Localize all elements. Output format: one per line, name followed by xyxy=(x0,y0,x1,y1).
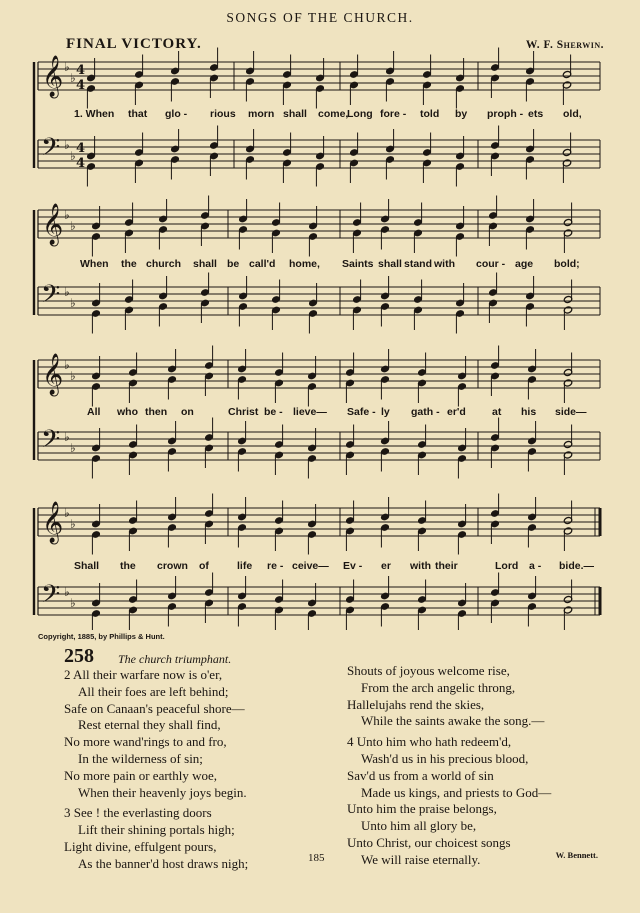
lyric-syllable: bold; xyxy=(554,258,580,270)
copyright-notice: Copyright, 1885, by Phillips & Hunt. xyxy=(38,632,165,641)
hymn-number: 258 xyxy=(64,645,94,667)
lyric-syllable: When xyxy=(80,258,109,270)
lyric-syllable: shall xyxy=(193,258,217,270)
lyric-syllable: er'd xyxy=(447,406,466,418)
verse-line: Lift their shining portals high; xyxy=(78,822,235,838)
bass-clef-icon: 𝄢 xyxy=(41,425,61,460)
verse-line: Rest eternal they shall find, xyxy=(78,717,221,733)
verse-line: Wash'd us in his precious blood, xyxy=(361,750,529,766)
page-header: SONGS OF THE CHURCH. xyxy=(226,10,414,25)
lyric-syllable: Christ xyxy=(228,406,259,418)
verse-line: Unto him the praise belongs, xyxy=(347,801,497,817)
verse-line: From the arch angelic throng, xyxy=(361,679,516,695)
composer-credit: W. F. Sherwin. xyxy=(525,39,604,51)
key-signature-icon: ♭ xyxy=(64,208,70,222)
lyric-syllable: gath - xyxy=(411,406,440,418)
lyric-syllable: All xyxy=(87,406,101,418)
key-signature-icon: ♭ xyxy=(64,506,70,520)
key-signature-icon: ♭ xyxy=(70,149,76,163)
lyric-syllable: church xyxy=(146,258,182,270)
lyric-syllable: morn xyxy=(248,108,275,120)
lyric-syllable: that xyxy=(128,108,148,120)
lyric-syllable: then xyxy=(145,406,168,418)
lyric-syllable: on xyxy=(181,406,194,418)
bass-clef-icon: 𝄢 xyxy=(41,133,61,168)
verse-line: All their foes are left behind; xyxy=(78,683,229,699)
verse-line: 4 Unto him who hath redeem'd, xyxy=(347,734,512,750)
time-signature-icon: 4 xyxy=(76,141,86,156)
lyric-syllable: life xyxy=(237,560,253,572)
time-signature-icon: 4 xyxy=(76,156,86,171)
key-signature-icon: ♭ xyxy=(70,369,76,383)
verse-line: Shouts of joyous welcome rise, xyxy=(347,663,510,678)
key-signature-icon: ♭ xyxy=(64,138,70,152)
verse-line: Unto him all glory be, xyxy=(361,818,477,834)
lyric-syllable: the xyxy=(120,560,136,572)
lyric-syllable: the xyxy=(121,258,137,270)
lyric-syllable: by xyxy=(455,108,468,120)
lyric-syllable: age xyxy=(515,258,534,270)
key-signature-icon: ♭ xyxy=(70,441,76,455)
verse-line: When their heavenly joys begin. xyxy=(78,784,247,800)
key-signature-icon: ♭ xyxy=(70,517,76,531)
treble-clef-icon: 𝄞 xyxy=(42,502,64,543)
lyric-syllable: ceive— xyxy=(292,560,329,572)
lyric-syllable: glo - xyxy=(165,108,188,120)
lyric-syllable: ly xyxy=(381,406,390,418)
hymn-title: FINAL VICTORY. xyxy=(66,36,202,52)
key-signature-icon: ♭ xyxy=(64,585,70,599)
key-signature-icon: ♭ xyxy=(70,296,76,310)
lyric-syllable: lieve— xyxy=(293,406,327,418)
verse-line: While the saints awake the song.— xyxy=(361,713,545,729)
verse-line: 2 All their warfare now is o'er, xyxy=(64,667,223,682)
lyric-syllable: Long xyxy=(347,108,373,120)
key-signature-icon: ♭ xyxy=(70,596,76,610)
lyric-syllable: a - xyxy=(529,560,542,572)
key-signature-icon: ♭ xyxy=(64,430,70,444)
lyric-syllable: re - xyxy=(267,560,284,572)
lyric-syllable: shall xyxy=(378,258,402,270)
lyric-syllable: who xyxy=(117,406,138,418)
verse-line: 3 See ! the everlasting doors xyxy=(64,805,212,821)
verse-line: Made us kings, and priests to God— xyxy=(361,784,552,800)
lyric-syllable: ets xyxy=(528,108,544,120)
lyric-syllable: Ev - xyxy=(343,560,363,572)
lyric-syllable: come, xyxy=(318,108,349,120)
lyric-syllable: side— xyxy=(555,406,587,418)
verse-column-left xyxy=(64,667,248,873)
lyric-syllable: their xyxy=(435,560,458,572)
hymn-subtitle: The church triumphant. xyxy=(118,652,232,666)
key-signature-icon: ♭ xyxy=(70,219,76,233)
verse-column-right xyxy=(347,663,551,869)
lyric-syllable: rious xyxy=(210,108,236,120)
lyric-syllable: home, xyxy=(289,258,320,270)
verse-line: We will raise eternally. xyxy=(361,851,481,867)
lyric-syllable: proph - xyxy=(487,108,524,120)
key-signature-icon: ♭ xyxy=(64,60,70,74)
key-signature-icon: ♭ xyxy=(64,358,70,372)
bass-clef-icon: 𝄢 xyxy=(41,280,61,315)
page-number: 185 xyxy=(308,852,325,864)
lyric-syllable: cour - xyxy=(476,258,506,270)
lyric-syllable: be - xyxy=(264,406,283,418)
verse-line: No more wand'rings to and fro, xyxy=(64,734,227,750)
lyric-syllable: of xyxy=(199,560,209,572)
time-signature-icon: 4 xyxy=(76,63,86,78)
lyric-syllable: with xyxy=(434,258,455,270)
verse-line: In the wilderness of sin; xyxy=(78,750,203,766)
treble-clef-icon: 𝄞 xyxy=(42,204,64,245)
lyric-syllable: call'd xyxy=(249,258,276,270)
lyric-syllable: be xyxy=(227,258,240,270)
verse-line: No more pain or earthly woe, xyxy=(64,767,218,783)
treble-clef-icon: 𝄞 xyxy=(42,354,64,395)
verse-line: Unto Christ, our choicest songs xyxy=(347,834,511,850)
lyric-syllable: fore - xyxy=(380,108,407,120)
verse-line: Safe on Canaan's peaceful shore— xyxy=(64,700,245,716)
bass-clef-icon: 𝄢 xyxy=(41,580,61,615)
lyric-syllable: Shall xyxy=(74,560,100,572)
lyric-syllable: with xyxy=(410,560,431,572)
key-signature-icon: ♭ xyxy=(70,71,76,85)
lyric-syllable: Lord xyxy=(495,560,519,572)
verse-line: As the banner'd host draws nigh; xyxy=(78,855,249,871)
key-signature-icon: ♭ xyxy=(64,285,70,299)
lyric-syllable: 1. When xyxy=(74,108,115,120)
lyric-syllable: told xyxy=(420,108,440,120)
verse-line: Hallelujahs rend the skies, xyxy=(347,696,485,712)
lyric-syllable: stand xyxy=(404,258,433,270)
lyric-syllable: crown xyxy=(157,560,188,572)
lyric-syllable: bide.— xyxy=(559,560,595,572)
time-signature-icon: 4 xyxy=(76,78,86,93)
lyric-syllable: Safe - xyxy=(347,406,376,418)
lyric-syllable: old, xyxy=(563,108,582,120)
lyric-syllable: er xyxy=(381,560,391,572)
treble-clef-icon: 𝄞 xyxy=(42,56,64,97)
verse-line: Light divine, effulgent pours, xyxy=(64,838,217,854)
lyric-syllable: Saints xyxy=(342,258,374,270)
verse-line: Sav'd us from a world of sin xyxy=(347,767,494,783)
lyric-syllable: shall xyxy=(283,108,307,120)
lyric-syllable: his xyxy=(521,406,537,418)
lyric-syllable: at xyxy=(492,406,502,418)
author-credit: W. Bennett. xyxy=(555,850,598,860)
